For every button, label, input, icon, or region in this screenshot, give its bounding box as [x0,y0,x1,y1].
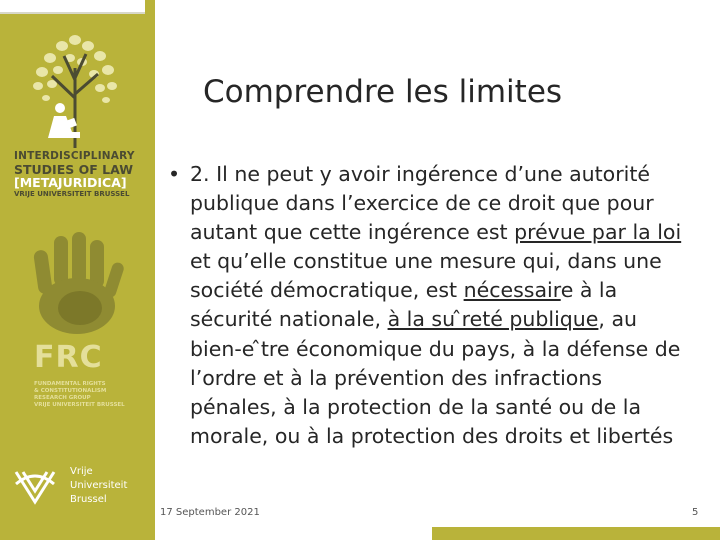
vub-line: Brussel [70,494,107,505]
vub-logo-icon [12,462,58,508]
frc-logo-subtitle [34,381,144,409]
page-number: 5 [692,507,699,518]
vub-line: Universiteit [70,480,128,491]
tree-reader-logo-icon [20,28,130,150]
underlined-phrase: prévue par la loi [514,220,682,245]
body-text: 2. Il ne peut y avoir ingérence d’une autorité publique dans l’exercice de ce droit que pour autant que cette ingérence est [190,162,654,245]
footer-date: 17 September 2021 [160,507,260,518]
isl-line: VRIJE UNIVERSITEIT BRUSSEL [14,190,130,198]
body-text: et qu’elle constitue une mesure qui, dans une société démocratique, est [190,249,662,303]
vub-logo-text [70,465,127,507]
frc-logo-title: FRC [34,340,103,375]
body-text: , au bien-e ̂tre économique du pays, à la défense de l’ordre et à la prévention des infractions pénales, à la protection de la santé ou de la morale, ou à la protection des droits et libertés [190,307,681,448]
isl-line: [METAJURIDICA] [14,175,127,190]
underlined-phrase: à la su ̂reté publique [387,307,599,332]
sidebar-top-strip [0,0,145,12]
slide-body [168,160,690,451]
sidebar-divider [0,12,145,14]
frc-sub-line: RESEARCH GROUP [34,395,91,401]
bullet-marker: • [168,162,181,186]
vub-line: Vrije [70,466,93,477]
isl-line: STUDIES OF LAW [14,162,133,177]
sidebar [0,0,155,540]
slide-title: Comprendre les limites [203,74,563,110]
frc-sub-line: FUNDAMENTAL RIGHTS [34,381,106,387]
bottom-accent-bar [432,527,720,540]
hand-fist-icon [22,228,132,340]
body-text: e à la sécurité nationale, [190,278,618,332]
isl-logo-text [14,150,149,200]
isl-line: INTERDISCIPLINARY [14,150,135,162]
frc-sub-line: & CONSTITUTIONALISM [34,388,107,394]
underlined-phrase: nécessair [463,278,561,303]
frc-sub-line: VRIJE UNIVERSITEIT BRUSSEL [34,402,125,408]
